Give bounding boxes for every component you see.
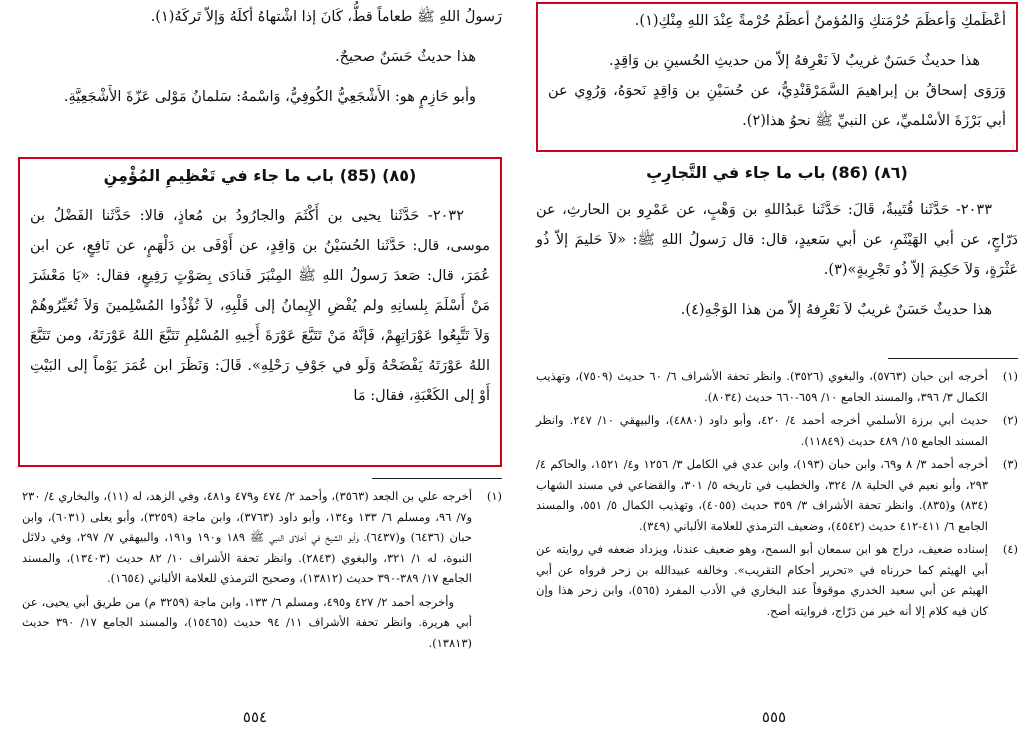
hadith-2032-text [30, 201, 490, 411]
footnote-number: (١) [1002, 369, 1018, 383]
page-number-right: ٥٥٥ [761, 708, 787, 726]
footnote-continuation: وأخرجه أحمد ٢/ ٤٢٧ و٤٩٥، ومسلم ٦/ ١٣٣، وابن ماجة (٣٢٥٩ م) من طريق أبي يحيى، عن أبي هريرة. وانظر تحفة الأشراف ١١/ ٩٤ حديث (١٥٤٦٥)، والمسند الجامع ١٧/ ٣٩٠ حديث (١٣٨١٣). [22, 594, 472, 650]
footnote-number: (٤) [1002, 542, 1018, 556]
chapter-heading-85: (٨٥) (85) باب ما جاء في تَعْظِيمِ المُؤْمِنِ [103, 166, 417, 185]
right-boxed-text [548, 6, 1006, 136]
footnote-number: (٣) [1002, 457, 1018, 471]
footnote-item [536, 410, 1018, 451]
footnote-text: أخرجه علي بن الجعد (٣٥٦٣)، وأحمد ٢/ ٤٧٤ و٤٧٩ و٤٨١، وفي الزهد، له (١١)، والبخاري ٤/ ٢٣٠ و٧/ ٩٦، ومسلم ٦/ ١٣٣ و١٣٤، وأبو داود (٣٧٦٣)، وابن ماجة (٣٢٥٩)، وأبو يعلى (٦٠٣١)، وابن حبان (٦٤٣٦) و(٦٤٣٧)، وأبو الشيخ في أخلاق النبي ﷺ ١٨٩ و١٩٠ و١٩١، والبيهقي ٧/ ٢٩٧، وفي دلائل النبوة، له ١/ ٣٢١، والبغوي (٢٨٤٣). وانظر تحفة الأشراف ١٠/ ٨٢ حديث (١٣٤٠٣)، والمسند الجامع ١٧/ ٣٨٩-٣٩٠ حديث (١٣٨١٢)، وصحيح الترمذي للعلامة الألباني (١٦٥٤). [22, 489, 473, 585]
right-boxed-line-1: أعْظَمكِ وَأعظَمَ حُرْمَتكِ وَالمُؤمنُ أعظَمُ حُرْمةً عِنْدَ اللهِ مِنْكِ(١). [634, 13, 1006, 29]
hadith-2032-paragraph: ٢٠٣٢- حَدَّثَنا يحيى بن أَكْثَمَ والجارُودُ بن مُعاذٍ، قالا: حَدَّثَنا الفَضْلُ بن موسى، قال: حَدَّثَنا الحُسَيْنُ بن وَاقِدٍ، عن أَوْفَى بن دَلْهَمٍ، عن نَافِعٍ، عن ابن عُمَرَ، قال: صَعدَ رَسولُ اللهِ ﷺ المِنْبَرَ فَنادَى بِصَوْتٍ رَفِيعٍ، فقال: «يَا مَعْشَرَ مَنْ أَسْلَمَ بِلسانِهِ ولم يُفْضِ الإِيمانُ إلى قَلْبِهِ، لاَ تُؤْذُوا المُسْلِمينَ وَلاَ تُعَيِّرُوهُمْ وَلاَ تَتَّبِعُوا عَوْرَاتِهِمْ، فَإنَّهُ مَنْ تَتَبَّعَ عَوْرَةَ أَخِيهِ المُسْلِمِ تَتَبَّعَ اللهُ عَوْرَتَهُ، ومن تَتَبَّعَ اللهُ عَوْرَتَهُ يَفْضَحْهُ وَلَو في جَوْفِ رَحْلِهِ». قَالَ: وَنَظَرَ ابن عُمَرَ يَوْماً إلى البَيْتِ أَوْ إلى الكَعْبَةِ، فقال: مَا [30, 208, 490, 404]
hadith-2033-paragraph: ٢٠٣٣- حَدَّثَنا قُتَيبةُ، قَالَ: حَدَّثَنا عَبدُاللهِ بن وَهْبٍ، عن عَمْرِو بن الحارثِ، عن دَرّاجٍ، عن أبي الهَيْثَمِ، عن أبي سَعيدٍ، قال: قال رَسولُ اللهِ ﷺ: «لاَ حَليمَ إلاّ ذُو عَثْرَةٍ، وَلاَ حَكِيمَ إلاّ ذُو تَجْرِبةٍ»(٣). [536, 202, 1018, 278]
footnote-item [536, 366, 1018, 407]
right-footnotes [536, 366, 1018, 624]
right-highlight-box [536, 2, 1018, 152]
footnote-item [536, 539, 1018, 621]
footnote-number: (٢) [1002, 413, 1018, 427]
hadith-2033-grade: هذا حديثٌ حَسَنٌ غريبٌ لاَ نَعْرِفهُ إلاّ من هذا الوَجْهِ(٤). [680, 302, 992, 318]
right-page [514, 0, 1028, 738]
left-top-text [22, 2, 502, 122]
left-top-line-2: هذا حديثٌ حَسَنٌ صحيحٌ. [335, 49, 476, 65]
chapter-heading-86: (٨٦) (86) باب ما جاء في التَّجارِبِ [646, 163, 908, 182]
footnote-item [536, 454, 1018, 536]
footnote-text: حديث أبي برزة الأسلمي أخرجه أحمد ٤/ ٤٢٠، وأبو داود (٤٨٨٠)، والبيهقي ١٠/ ٢٤٧. وانظر المسند الجامع ١٥/ ٤٨٩ حديث (١١٨٤٩). [536, 413, 989, 448]
footnote-text: إسناده ضعيف، دراج هو ابن سمعان أبو السمح، وهو ضعيف عندنا، ويزداد ضعفه في روايته عن أبي الهيثم كما حررناه في «تحرير أحكام التقريب». وخالفه عبيدالله بن زحر فرواه عن أبي الهيثم عن أبي سعيد الخدري موقوفاً عند البخاري في الأدب المفرد (٥٦٥)، وابن زحر هذا وإن كان فيه كلام إلا أنه خير من دَرّاج، فروايته أصح. [536, 542, 988, 618]
left-footnote-separator [372, 478, 502, 479]
footnote-text: أخرجه ابن حبان (٥٧٦٣)، والبغوي (٣٥٢٦). وانظر تحفة الأشراف ٦/ ٦٠ حديث (٧٥٠٩)، وتهذيب الكمال ٣/ ٣٩٦، والمسند الجامع ١٠/ ٦٥٩-٦٦٠ حديث (٨٠٣٤). [536, 369, 989, 404]
left-top-line-1: رَسولُ اللهِ ﷺ طعاماً قطُّ، كَانَ إذا اشْتهاهُ أكلَهُ وَإلاّ تَركَهُ(١). [150, 9, 502, 25]
left-top-line-3: وأبو حَازِمٍ هو: الأَشْجَعِيُّ الكُوفِيُّ، وَاسْمهُ: سَلمانُ مَوْلى عَزّةَ الأَشْجَعِيَّةِ. [63, 89, 476, 105]
left-footnotes [22, 486, 502, 653]
footnote-item [22, 486, 502, 589]
right-boxed-line-2: هذا حديثٌ حَسَنٌ غريبٌ لاَ نَعْرِفهُ إلاّ من حديثِ الحُسينِ بن وَاقِدٍ. [609, 53, 980, 69]
hadith-2033-text [536, 195, 1018, 335]
footnote-number: (١) [486, 489, 502, 503]
page-number-left: ٥٥٤ [242, 708, 268, 726]
left-highlight-box [18, 157, 502, 467]
right-footnote-separator [888, 358, 1018, 359]
right-boxed-line-3: وَرَوَى إسحاقُ بن إبراهيمَ السَّمَرْقَنْدِيُّ، عن حُسَيْنِ بن وَاقِدٍ نَحوَهُ، وَرُوِي عن أبي بَرْزَةَ الأسْلميِّ، عن النبيِّ ﷺ نحوُ هذا(٢). [548, 83, 1006, 129]
footnote-text: أخرجه أحمد ٣/ ٨ و٦٩، وابن حبان (١٩٣)، وابن عدي في الكامل ٣/ ١٢٥٦ و٤/ ١٥٢١، والحاكم ٤/ ٢٩٣، وأبو نعيم في الحلية ٨/ ٣٢٤، والخطيب في تاريخه ٥/ ٣٠١، والقضاعي في مسند الشهاب (٨٣٤) و(٨٣٥). وانظر تحفة الأشراف ٣/ ٣٥٩ حديث (٤٠٥٥)، وتهذيب الكمال ٥/ ٥٥١، والمسند الجامع ٦/ ٤١١-٤١٢ حديث (٤٥٤٢)، وضعيف الترمذي للعلامة الألباني (٣٤٩). [536, 457, 989, 533]
